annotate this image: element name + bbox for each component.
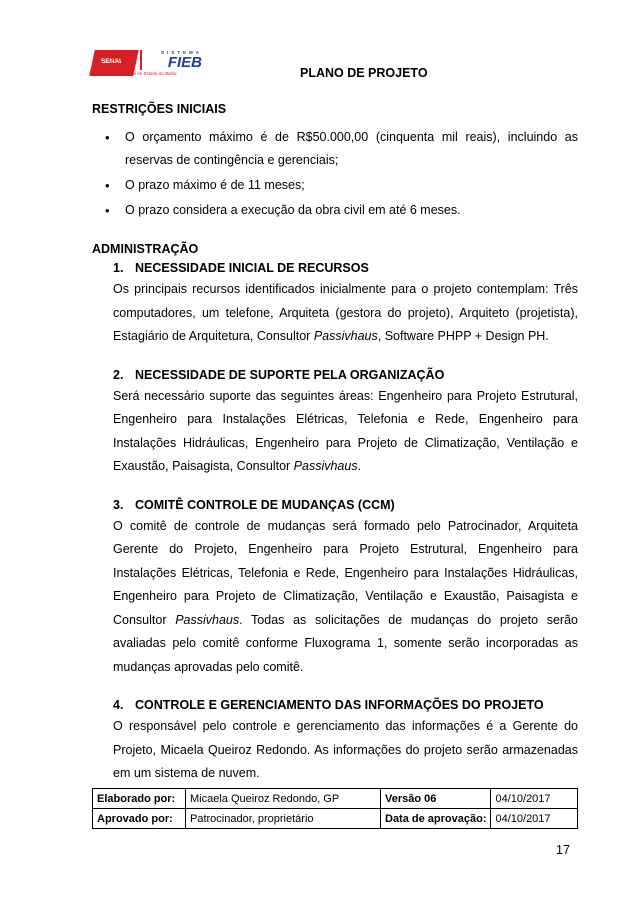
section-title-text: COMITÊ CONTROLE DE MUDANÇAS (CCM) [135,497,395,512]
senai-cimatec-fieb-logo [92,50,202,85]
body-emphasis: Passivhaus [293,459,358,473]
page-number: 17 [556,843,570,857]
list-item: • O orçamento máximo é de R$50.000,00 (cinquenta mil reais), incluindo as reservas de contingência e gerenciais; [92,126,578,172]
list-item: • O prazo máximo é de 11 meses; [92,174,578,197]
table-cell: Data de aprovação: [381,809,491,829]
table-cell: 04/10/2017 [491,789,578,809]
page-content [92,100,578,786]
body-text: , Software PHPP + Design PH. [377,329,549,343]
body-text: Os principais recursos identificados inicialmente para o projeto contemplam: Três computadores, um telefone, Arquiteta (gestora do projeto), Arquiteto (projetista), Estagiário de Arquitetura, Consultor [113,282,578,343]
section-number: 1. [113,261,124,275]
body-emphasis: Passivhaus [175,612,240,627]
table-row [93,809,578,829]
table-cell: 04/10/2017 [491,809,578,829]
body-text: O comitê de controle de mudanças será formado pelo Patrocinador, Arquiteta Gerente do Projeto, Engenheiro para Projeto Estrutural, Engenheiro para Instalações Elétricas, Telefonia e Rede, Engenheiro para Instalações Hidráulicas, Engenheiro para Projeto de Climatização, Ventilação e Exaustão, Paisagista e Consultor [113,518,578,627]
section-title-text: NECESSIDADE INICIAL DE RECURSOS [135,261,369,275]
section-body [113,385,578,479]
section-body [113,515,578,680]
section-title [113,258,578,278]
table-cell: Patrocinador, proprietário [186,809,381,829]
table-cell: Micaela Queiroz Redondo, GP [186,789,381,809]
list-item: • O prazo considera a execução da obra civil em até 6 meses. [92,199,578,222]
document-title: PLANO DE PROJETO [300,66,428,80]
logo-separator [140,50,142,70]
section-title-text: NECESSIDADE DE SUPORTE PELA ORGANIZAÇÃO [135,367,445,382]
logo-tagline: Promovendo Indústria no Estado da Bahia [92,71,177,76]
approval-table [92,788,578,829]
table-cell: Aprovado por: [93,809,186,829]
table-row [93,789,578,809]
restricoes-heading: RESTRIÇÕES INICIAIS [92,102,227,116]
table-cell: Versão 06 [381,789,491,809]
table-cell: Elaborado por: [93,789,186,809]
section-number: 2. [113,367,124,382]
body-emphasis: Passivhaus [313,329,378,343]
section-body: O responsável pelo controle e gerenciamento das informações é a Gerente do Projeto, Micaela Queiroz Redondo. As informações do projeto serão armazenadas em um sistema de nuvem. [113,719,578,780]
body-text: . [357,459,362,473]
section-number: 3. [113,497,124,512]
section-body [113,278,578,349]
section-title [113,365,578,385]
restricoes-list [92,126,578,222]
section-recursos [113,258,578,786]
body-text: Será necessário suporte das seguintes áreas: Engenheiro para Projeto Estrutural, Engenheiro para Instalações Elétricas, Telefonia e Rede, Engenheiro para Instalações Hidráulicas, Engenheiro para Projeto de Climatização, Ventilação e Exaustão, Paisagista, Consultor [113,388,578,473]
logo-cimatec-text: CIMATEC [100,78,132,85]
section-title-text: CONTROLE E GERENCIAMENTO DAS INFORMAÇÕES DO PROJETO [135,698,544,712]
administracao-heading: ADMINISTRAÇÃO [92,242,199,256]
section-title [113,695,578,715]
section-number: 4. [113,698,124,712]
logo-senai-text: SENAI [100,58,122,65]
logo-sistema-text: SISTEMA [160,50,202,55]
logo-fieb-text: FIEB [167,54,202,71]
body-text: . Todas as solicitações de mudanças do projeto serão avaliadas pelo comitê conforme Fluxograma 1, somente serão incorporadas as mudanças aprovadas pelo comitê. [113,612,578,674]
section-title [113,495,578,515]
fieb-badge [146,50,202,70]
